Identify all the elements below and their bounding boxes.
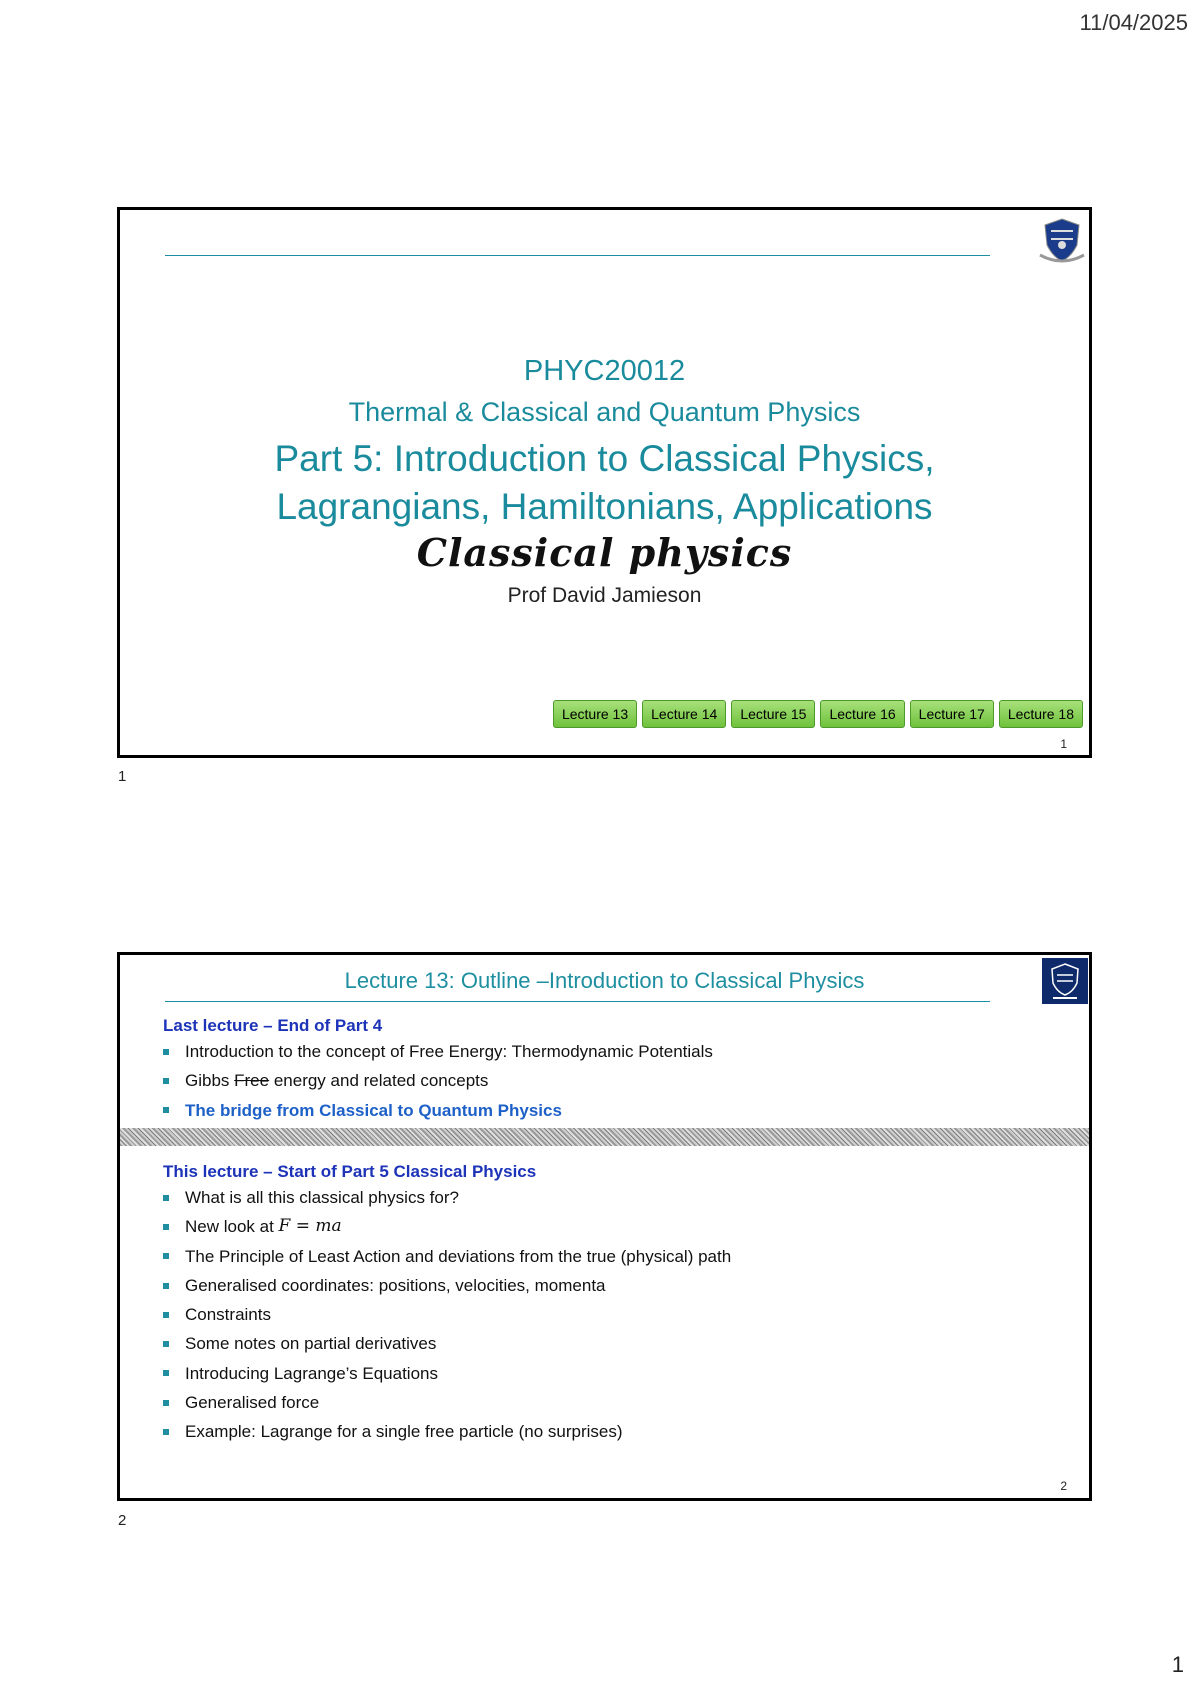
part-title: Part 5: Introduction to Classical Physics, Lagrangians, Hamiltonians, Applications xyxy=(274,438,935,527)
print-date: 11/04/2025 xyxy=(1079,10,1188,35)
list-item: Gibbs Free energy and related concepts xyxy=(163,1066,713,1095)
list-item: Generalised force xyxy=(163,1388,731,1417)
university-logo xyxy=(1042,958,1088,1004)
list-item: Introducing Lagrange’s Equations xyxy=(163,1359,731,1388)
list-item: Introduction to the concept of Free Energy: Thermodynamic Potentials xyxy=(163,1037,713,1066)
lecture-16-button[interactable]: Lecture 16 xyxy=(820,700,904,728)
lecture-13-button[interactable]: Lecture 13 xyxy=(553,700,637,728)
bullet-icon xyxy=(163,1195,169,1201)
lecture-17-button[interactable]: Lecture 17 xyxy=(910,700,994,728)
formula: F = ma xyxy=(278,1216,342,1237)
author: Prof David Jamieson xyxy=(507,584,702,607)
fancy-title: Classical physics xyxy=(416,530,793,575)
bullet-icon xyxy=(163,1253,169,1259)
slide-caption: 2 xyxy=(118,1512,127,1529)
university-crest-icon xyxy=(1037,215,1087,265)
bullet-icon xyxy=(163,1049,169,1055)
bullet-icon xyxy=(163,1370,169,1376)
slide-number: 1 xyxy=(1060,737,1067,751)
last-lecture-heading: Last lecture – End of Part 4 xyxy=(163,1016,383,1035)
lecture-14-button[interactable]: Lecture 14 xyxy=(642,700,726,728)
list-item: Generalised coordinates: positions, velocities, momenta xyxy=(163,1271,731,1300)
bullet-icon xyxy=(163,1224,169,1230)
section-divider xyxy=(120,1128,1089,1146)
bullet-icon xyxy=(163,1400,169,1406)
bullet-icon xyxy=(163,1429,169,1435)
bullet-icon xyxy=(163,1341,169,1347)
list-item: Example: Lagrange for a single free particle (no surprises) xyxy=(163,1417,731,1446)
title-rule xyxy=(165,1001,990,1002)
lecture-18-button[interactable]: Lecture 18 xyxy=(999,700,1083,728)
last-lecture-list xyxy=(163,1037,713,1125)
bullet-icon xyxy=(163,1283,169,1289)
bullet-icon xyxy=(163,1107,169,1113)
page-number: 1 xyxy=(1171,1652,1184,1677)
list-item: Some notes on partial derivatives xyxy=(163,1329,731,1358)
slide-2 xyxy=(117,952,1092,1501)
bullet-icon xyxy=(163,1078,169,1084)
lecture-nav xyxy=(553,700,1083,728)
slide-title: Lecture 13: Outline –Introduction to Classical Physics xyxy=(344,968,865,993)
list-item: New look at F = ma xyxy=(163,1212,731,1241)
list-item: The Principle of Least Action and deviations from the true (physical) path xyxy=(163,1242,731,1271)
list-item: Constraints xyxy=(163,1300,731,1329)
list-item: What is all this classical physics for? xyxy=(163,1183,731,1212)
list-item: The bridge from Classical to Quantum Physics xyxy=(163,1096,713,1125)
slide-caption: 1 xyxy=(118,768,127,785)
bullet-icon xyxy=(163,1312,169,1318)
course-title: Thermal & Classical and Quantum Physics xyxy=(348,397,861,427)
course-code: PHYC20012 xyxy=(523,355,686,387)
university-crest-icon xyxy=(1048,961,1082,1001)
this-lecture-list xyxy=(163,1183,731,1447)
slide-number: 2 xyxy=(1060,1479,1067,1493)
slide-1 xyxy=(117,207,1092,758)
lecture-15-button[interactable]: Lecture 15 xyxy=(731,700,815,728)
title-rule xyxy=(165,255,990,256)
this-lecture-heading: This lecture – Start of Part 5 Classical Physics xyxy=(163,1162,537,1181)
